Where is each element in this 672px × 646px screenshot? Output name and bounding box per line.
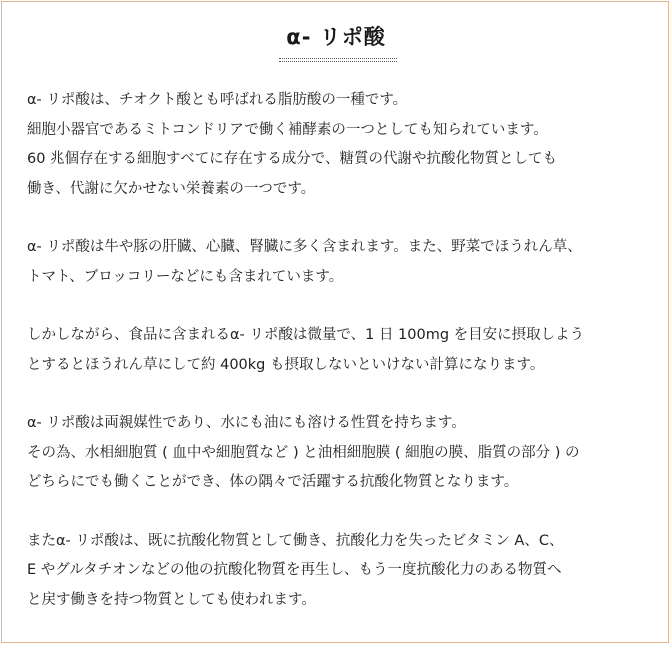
title-underline <box>279 58 397 62</box>
text-line: 60 兆個存在する細胞すべてに存在する成分で、糖質の代謝や抗酸化物質としても <box>27 151 557 167</box>
text-line: 働き、代謝に欠かせない栄養素の一つです。 <box>27 180 316 197</box>
text-line: E やグルタチオンなどの他の抗酸化物質を再生し、もう一度抗酸化力のある物質へ <box>27 562 562 578</box>
text-line: トマト、ブロッコリーなどにも含まれています。 <box>27 268 344 285</box>
text-line: どちらにでも働くことができ、体の隅々で活躍する抗酸化物質となります。 <box>27 474 519 490</box>
text-line: α- リポ酸は、チオクト酸とも呼ばれる脂肪酸の一種です。 <box>27 92 408 108</box>
article-body <box>27 86 657 644</box>
text-line: 細胞小器官であるミトコンドリアで働く補酵素の一つとしても知られています。 <box>27 121 548 138</box>
text-line: しかしながら、食品に含まれるα- リポ酸は微量で、1 日 100mg を目安に摂取しよう <box>27 327 585 343</box>
paragraph-regeneration <box>27 527 657 616</box>
paragraph-intake <box>27 321 657 380</box>
paragraph-amphiphilic <box>27 409 657 498</box>
paragraph-food-sources <box>27 233 657 292</box>
text-line: α- リポ酸は両親媒性であり、水にも油にも溶ける性質を持ちます。 <box>27 415 466 431</box>
text-line: と戻す働きを持つ物質としても使われます。 <box>27 591 316 608</box>
text-line: その為、水相細胞質 ( 血中や細胞質など ) と油相細胞膜 ( 細胞の膜、脂質の部分 ) の <box>27 444 580 461</box>
page-title: α- リポ酸 <box>286 25 386 49</box>
title-block <box>0 22 672 52</box>
text-line: とするとほうれん草にして約 400kg も摂取しないといけない計算になります。 <box>27 356 545 373</box>
text-line: またα- リポ酸は、既に抗酸化物質として働き、抗酸化力を失ったビタミン A、C、 <box>27 532 564 549</box>
paragraph-intro <box>27 86 657 204</box>
text-line: α- リポ酸は牛や豚の肝臓、心臓、腎臓に多く含まれます。また、野菜でほうれん草、 <box>27 239 582 255</box>
